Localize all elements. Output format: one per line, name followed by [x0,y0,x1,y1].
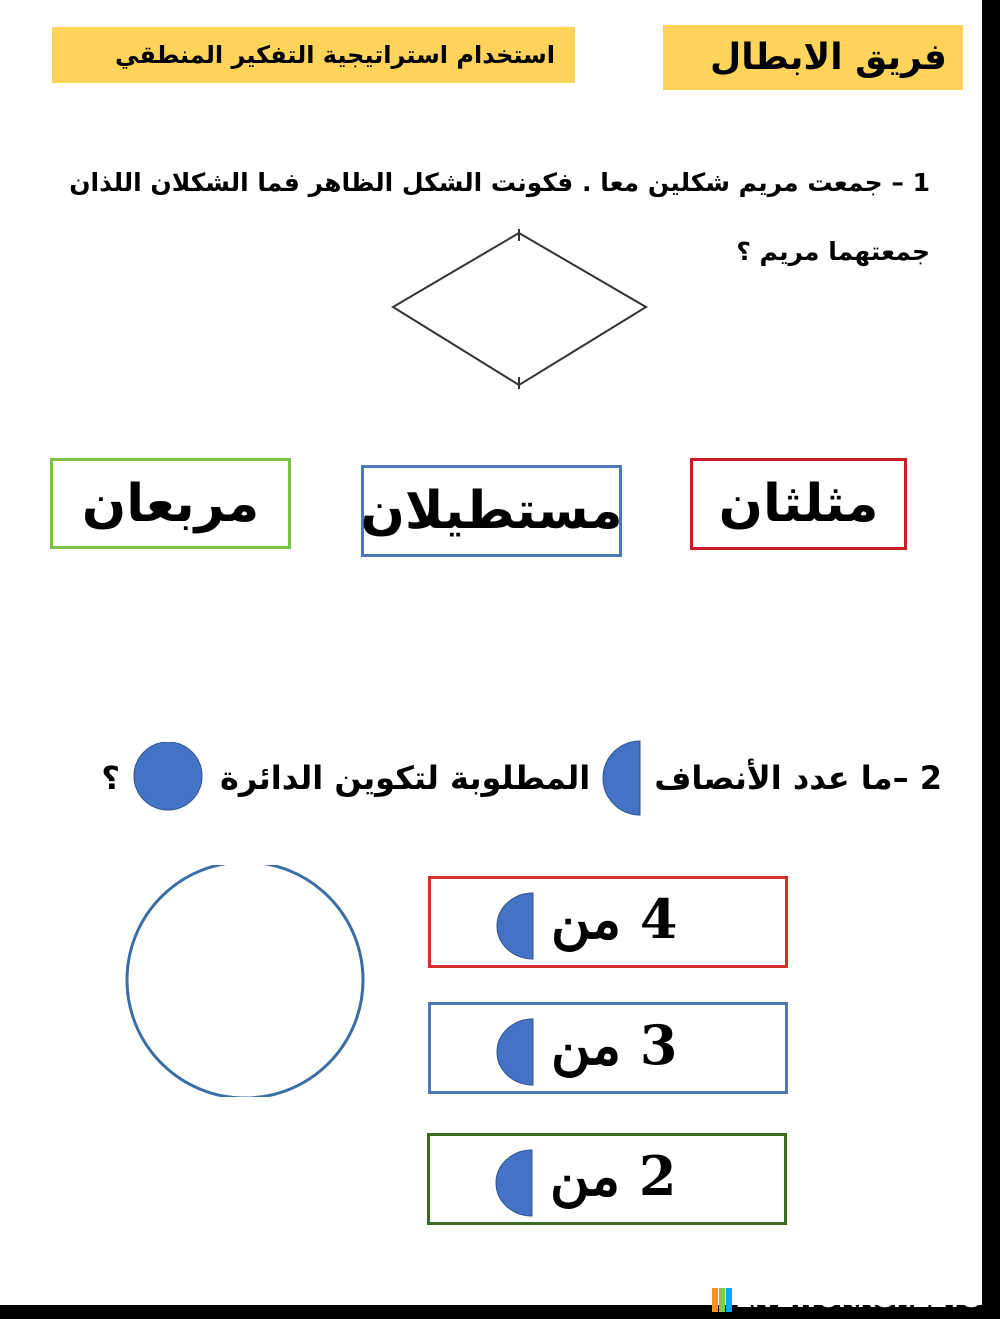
liveworksheets-logo [712,1283,980,1314]
answer-four-halves[interactable] [428,876,788,968]
half-circle-icon [490,1148,534,1218]
team-title-text: فريق الابطال [710,37,947,78]
option-two-rectangles-label: مستطيلان [360,481,623,541]
question2-part3: ؟ [101,759,120,797]
question1-line2: جمعتهما مريم ؟ [736,237,930,266]
half-circle-icon [600,738,644,818]
option-two-rectangles[interactable] [361,465,622,557]
rhombus-figure [388,225,653,395]
question2-part2: المطلوبة لتكوين الدائرة [219,759,591,797]
option-two-triangles[interactable] [690,458,907,550]
half-circle-icon [491,891,535,961]
answer-two-label: 2 من [550,1144,677,1208]
option-two-triangles-label: مثلثان [718,474,879,534]
answer-three-halves[interactable] [428,1002,788,1094]
team-title [663,25,963,90]
answer-two-halves[interactable] [427,1133,787,1225]
half-circle-icon [491,1017,535,1087]
option-two-squares[interactable] [50,458,291,549]
strategy-title-text: استخدام استراتيجية التفكير المنطقي [115,41,555,69]
option-two-squares-label: مربعان [81,473,260,534]
question2-line [101,738,942,818]
full-circle-icon [130,742,210,814]
strategy-title [52,27,575,83]
answer-three-label: 3 من [551,1013,678,1077]
liveworksheets-badge-icon [712,1288,732,1312]
question2-part1: 2 –ما عدد الأنصاف [654,759,942,797]
answer-four-label: 4 من [551,887,678,951]
brand-name: LIVEWORKSHEETS [735,1283,980,1313]
empty-circle-target[interactable] [124,865,369,1097]
question1-line1: 1 – جمعت مريم شكلين معا . فكونت الشكل الظاهر فما الشكلان اللذان [69,168,930,197]
